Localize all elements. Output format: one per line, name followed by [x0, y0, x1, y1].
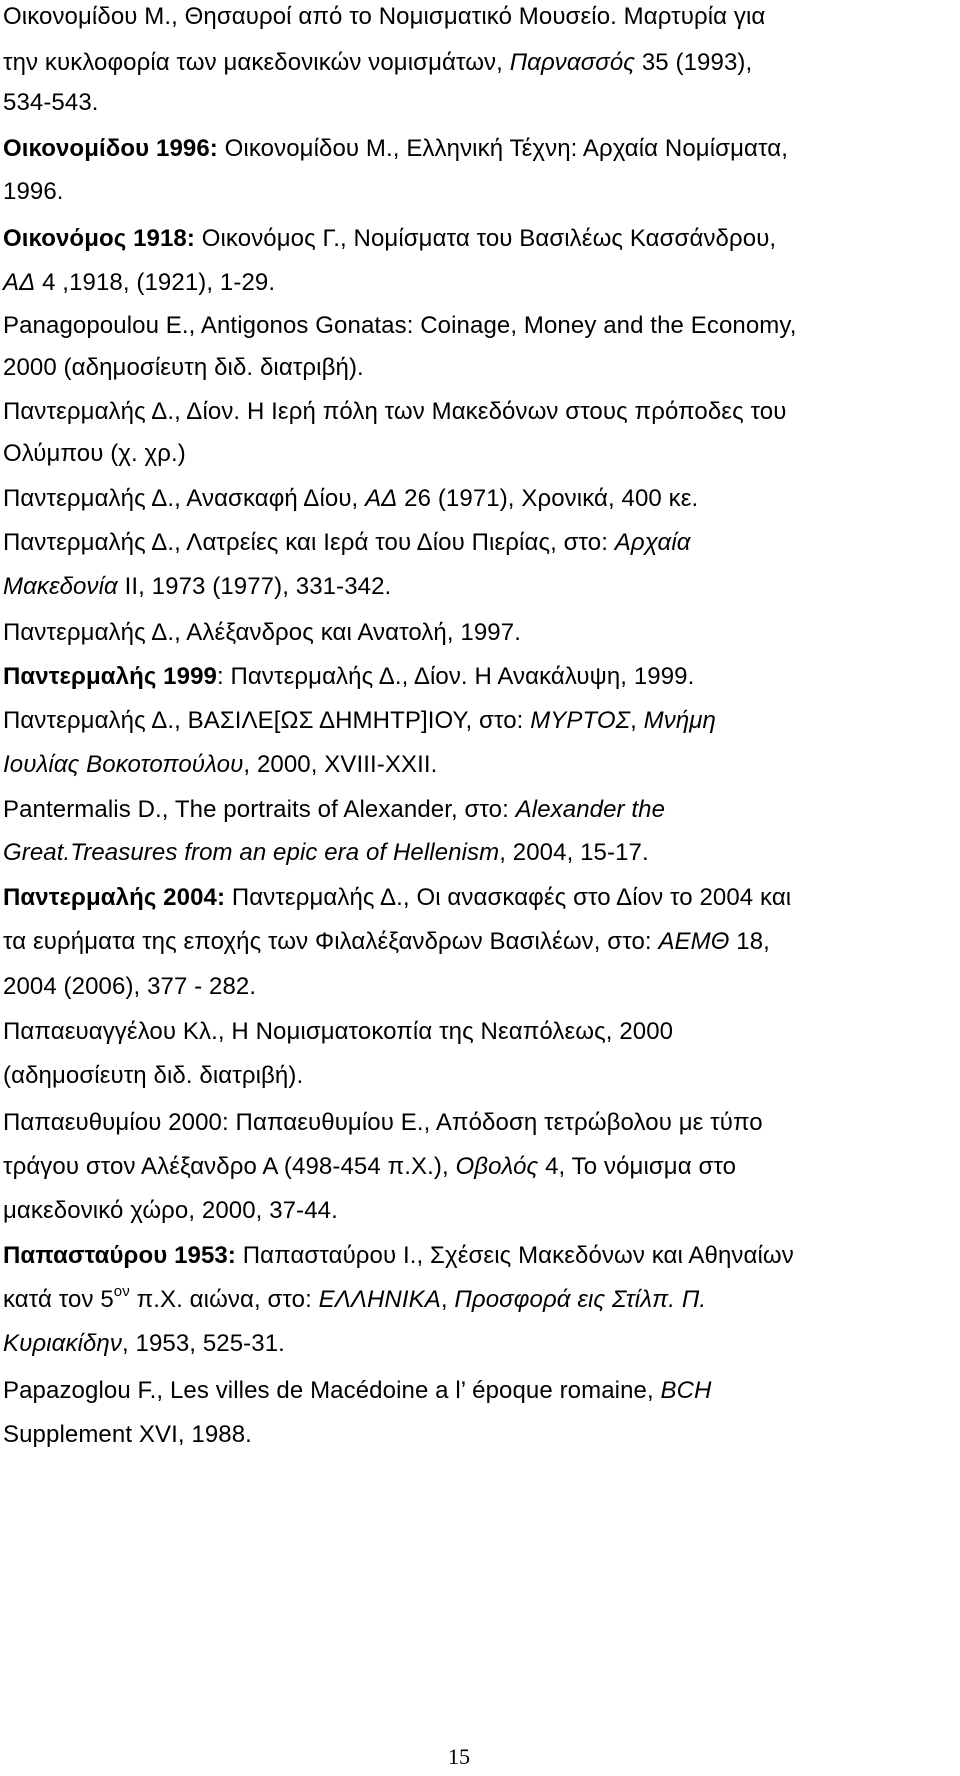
text-segment: Μακεδονία [3, 573, 118, 600]
entry-line [3, 706, 716, 736]
text-segment: Ιουλίας Βοκοτοπούλου [3, 751, 244, 778]
text-segment: Παντερμαλής 1999 [3, 663, 217, 690]
text-segment: 4, Το νόμισμα στο [538, 1153, 737, 1180]
entry-line [3, 572, 391, 602]
text-segment: 18, [729, 928, 770, 955]
text-segment: 35 (1993), [635, 49, 753, 76]
entry-line [3, 662, 694, 692]
text-segment: π.Χ. αιώνα, στο: [129, 1286, 319, 1313]
text-segment: 2000 (αδημοσίευτη διδ. διατριβή). [3, 354, 364, 381]
entry-line [3, 750, 437, 780]
text-segment: Παπαευθυμίου Ε., Απόδοση τετρώβολου με τύπο [228, 1109, 763, 1136]
text-segment: , [440, 1286, 455, 1313]
text-segment: Pantermalis D., The portraits of Alexander, στο: [3, 796, 516, 823]
entry-line [3, 927, 770, 957]
entry-line [3, 1241, 794, 1271]
text-segment: Προσφορά εις Στίλπ. Π. [454, 1286, 707, 1313]
text-segment: , 2000, XVIII-XXII. [243, 751, 438, 778]
text-segment: BCH [660, 1377, 712, 1404]
text-segment: Οικονόμος 1918: [3, 225, 195, 252]
text-segment: ΙΙ, 1973 (1977), 331-342. [117, 573, 392, 600]
text-segment: Παντερμαλής Δ., Αλέξανδρος και Ανατολή, 1997. [3, 619, 521, 646]
entry-line [3, 177, 64, 207]
text-segment: Παντερμαλής Δ., Ανασκαφή Δίου, [3, 485, 366, 512]
text-segment: Παπαευθυμίου 2000: [3, 1109, 229, 1136]
entry-line [3, 268, 275, 298]
text-segment: ον [113, 1283, 130, 1300]
text-segment: Οικονομίδου 1996: [3, 135, 218, 162]
entry-line [3, 1196, 338, 1226]
text-segment: Οικονομίδου Μ., Θησαυροί από το Νομισματικό Μουσείο. Μαρτυρία για [3, 3, 766, 30]
text-segment: Κυριακίδην [3, 1330, 122, 1357]
entry-line [3, 353, 364, 383]
entry-line [3, 134, 788, 164]
page-number: 15 [448, 1744, 470, 1769]
entry-line [3, 795, 665, 825]
text-segment: ΕΛΛΗΝΙΚΑ [318, 1286, 441, 1313]
text-segment: Παπασταύρου Ι., Σχέσεις Μακεδόνων και Αθηναίων [235, 1242, 794, 1269]
text-segment: Οικονομίδου Μ., Ελληνική Τέχνη: Αρχαία Νομίσματα, [217, 135, 788, 162]
entry-line [3, 88, 99, 118]
entry-line [3, 1108, 763, 1138]
text-segment: κατά τον 5 [3, 1286, 114, 1313]
text-segment: Παντερμαλής Δ., Δίον. Η Ιερή πόλη των Μακεδόνων στους πρόποδες του [3, 398, 787, 425]
entry-line [3, 1061, 303, 1091]
text-segment: μακεδονικό χώρο, 2000, 37-44. [3, 1197, 338, 1224]
entry-line [3, 484, 698, 514]
entry-line [3, 1376, 712, 1406]
text-segment: , [630, 707, 644, 734]
text-segment: Οικονόμος Γ., Νομίσματα του Βασιλέως Κασσάνδρου, [194, 225, 777, 252]
entry-line [3, 439, 186, 469]
text-segment: Παντερμαλής 2004: [3, 884, 226, 911]
text-segment: ΑΕΜΘ [658, 928, 730, 955]
text-segment: ΑΔ [3, 269, 36, 296]
text-segment: Alexander the [515, 796, 666, 823]
text-segment: , 2004, 15-17. [499, 839, 649, 866]
text-segment: Ολύμπου (χ. χρ.) [3, 440, 186, 467]
entry-line [3, 397, 786, 427]
text-segment: ΜΥΡΤΟΣ [530, 707, 631, 734]
entry-line [3, 2, 765, 32]
text-segment: Papazoglou F., Les villes de Macédoine a l’ époque romaine, [3, 1377, 661, 1404]
text-segment: 26 (1971), Χρονικά, 400 κε. [397, 485, 699, 512]
text-segment: τράγου στον Αλέξανδρο Α (498-454 π.Χ.), [3, 1153, 456, 1180]
entry-line [3, 618, 521, 648]
text-segment: Panagopoulou E., Antigonos Gonatas: Coinage, Money and the Economy, [3, 312, 797, 339]
entry-line [3, 528, 691, 558]
text-segment: Supplement XVI, 1988. [3, 1421, 252, 1448]
text-segment: 534-543. [3, 89, 99, 116]
entry-line [3, 1329, 285, 1359]
entry-line [3, 883, 791, 913]
text-segment: ΑΔ [365, 485, 398, 512]
entry-line [3, 972, 256, 1002]
entry-line [3, 1420, 252, 1450]
text-segment: Παντερμαλής Δ., Λατρείες και Ιερά του Δίου Πιερίας, στο: [3, 529, 615, 556]
text-segment: τα ευρήματα της εποχής των Φιλαλέξανδρων Βασιλέων, στο: [3, 928, 659, 955]
text-segment: Great.Treasures from an epic era of Hellenism [3, 839, 500, 866]
text-segment: Παντερμαλής Δ., Οι ανασκαφές στο Δίον το 2004 και [225, 884, 792, 911]
text-segment: την κυκλοφορία των μακεδονικών νομισμάτων, [3, 49, 510, 76]
text-segment: 2004 (2006), 377 - 282. [3, 973, 257, 1000]
text-segment: Παπασταύρου 1953: [3, 1242, 236, 1269]
entry-line [3, 1017, 673, 1047]
text-segment: , 1953, 525-31. [121, 1330, 285, 1357]
text-segment: (αδημοσίευτη διδ. διατριβή). [3, 1062, 304, 1089]
text-segment: 1996. [3, 178, 64, 205]
entry-line [3, 838, 649, 868]
entry-line [3, 1285, 706, 1315]
entry-line [3, 224, 776, 254]
text-segment: Παντερμαλής Δ., ΒΑΣΙΛΕ[ΩΣ ΔΗΜΗΤΡ]ΙΟΥ, στο: [3, 707, 531, 734]
entry-line [3, 1152, 736, 1182]
text-segment: Παπαευαγγέλου Κλ., Η Νομισματοκοπία της Νεαπόλεως, 2000 [3, 1018, 674, 1045]
text-segment: : Παντερμαλής Δ., Δίον. Η Ανακάλυψη, 1999. [216, 663, 695, 690]
text-segment: 4 ,1918, (1921), 1-29. [35, 269, 276, 296]
text-segment: Μνήμη [643, 707, 716, 734]
entry-line [3, 48, 752, 78]
text-segment: Παρνασσός [509, 49, 636, 76]
text-segment: Αρχαία [614, 529, 691, 556]
text-segment: Οβολός [455, 1153, 539, 1180]
entry-line [3, 311, 796, 341]
